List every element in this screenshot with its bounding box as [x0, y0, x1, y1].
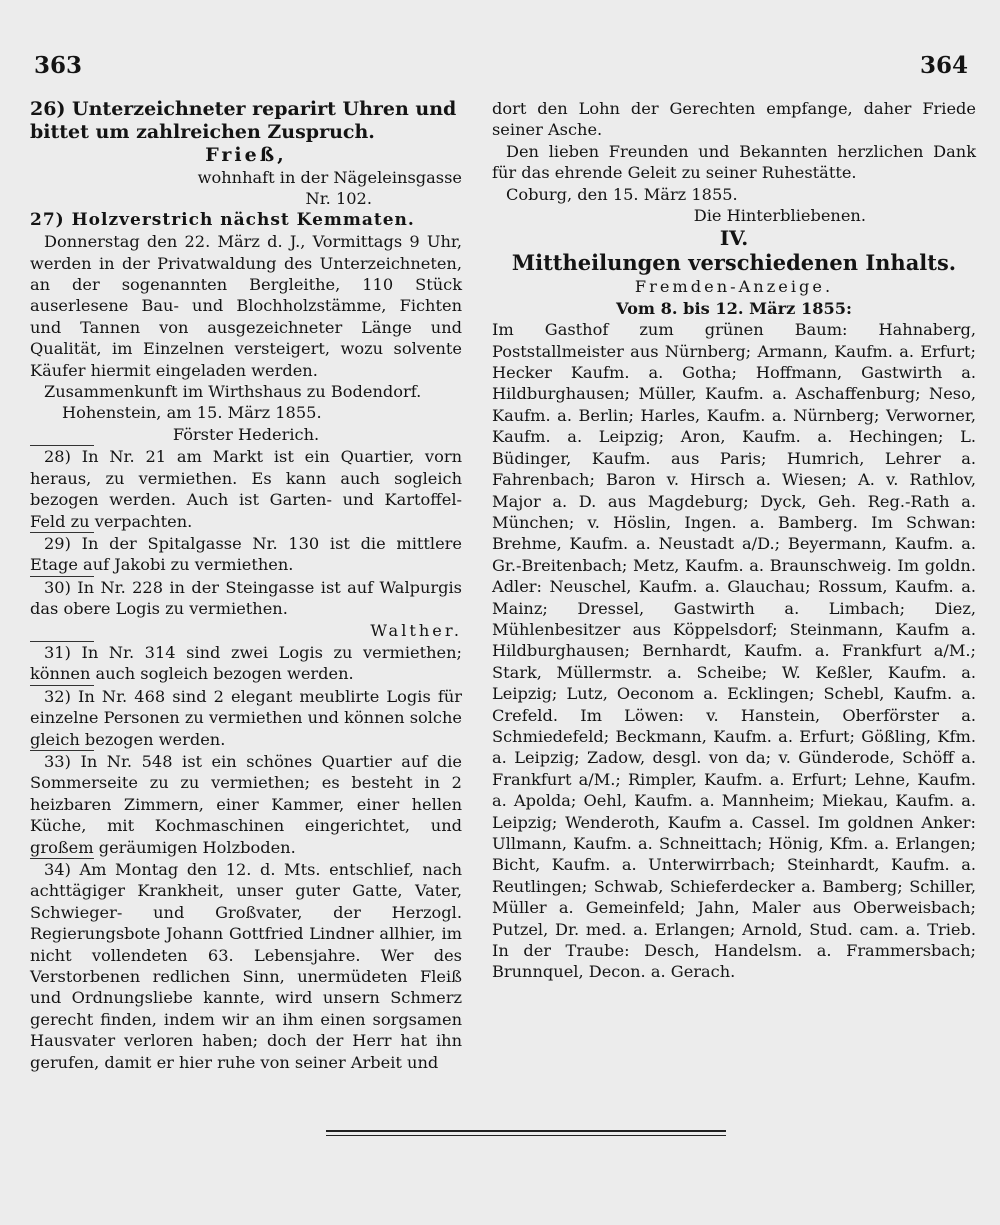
ad-30-signature: Walther.	[370, 620, 462, 640]
left-column	[30, 98, 462, 1073]
ad-30-body: 30) In Nr. 228 in der Steingasse ist auf Walpurgis das obere Logis zu vermiethen.	[30, 577, 462, 619]
ad-28-body: 28) In Nr. 21 am Markt ist ein Quartier, vorn heraus, zu vermiethen. Es kann auch sogleich bezogen werden. Auch ist Garten- und Kartoffel-Feld zu verpachten.	[30, 447, 462, 531]
ad-26-heading: 26) Unterzeichneter reparirt Uhren und bittet um zahlreichen Zuspruch.	[30, 98, 457, 143]
ad-33	[30, 751, 462, 858]
ad-27-signature: Förster Hederich.	[172, 424, 320, 444]
ad-29-body: 29) In der Spitalgasse Nr. 130 ist die mittlere Etage auf Jakobi zu vermiethen.	[30, 533, 462, 575]
ad-29	[30, 533, 462, 576]
ad-26-address: wohnhaft in der Nägeleinsgasse	[197, 168, 462, 187]
subsection-title: Fremden-Anzeige.	[634, 277, 834, 297]
ad-26	[30, 98, 462, 210]
ad-31-body: 31) In Nr. 314 sind zwei Logis zu vermiethen; können auch sogleich bezogen werden.	[30, 642, 462, 684]
ad-30	[30, 577, 462, 641]
ad-28	[30, 446, 462, 532]
guest-list: Im Gasthof zum grünen Baum: Hahnaberg, Poststallmeister aus Nürnberg; Armann, Kaufm. a. Erfurt; Hecker Kaufm. a. Gotha; Hoffmann, Gastwirth a. Hildburghausen; Müller, Kaufm. a. Aschaffenburg; Neso, Kaufm. a. Berlin; Harles, Kaufm. a. Nürnberg; Verworner, Kaufm. a. Leipzig; Aron, Kaufm. a. Hechingen; L. Büdinger, Kaufm. aus Paris; Humrich, Lehrer a. Fahrenbach; Baron v. Hirsch a. Wiesen; A. v. Rathlov, Major a. D. aus Magdeburg; Dyck, Geh. Reg.-Rath a. München; v. Höslin, Ingen. a. Bamberg. Im Schwan: Brehme, Kaufm. a. Neustadt a/D.; Beyermann, Kaufm. a. Gr.-Breitenbach; Metz, Kaufm. a. Braunschweig. Im goldn. Adler: Neuschel, Kaufm. a. Glauchau; Rossum, Kaufm. a. Mainz; Dressel, Gastwirth a. Limbach; Diez, Mühlenbesitzer aus Köppelsdorf; Steinmann, Kaufm a. Hildburghausen; Bernhardt, Kaufm. a. Frankfurt a/M.; Stark, Müllermstr. a. Scheibe; W. Keßler, Kaufm. a. Leipzig; Lutz, Oeconom a. Ecklingen; Schebl, Kaufm. a. Crefeld. Im Löwen: v. Hanstein, Oberförster a. Schmiedefeld; Beckmann, Kaufm. a. Erfurt; Gößling, Kfm. a. Leipzig; Zadow, desgl. von da; v. Günderode, Schöff a. Frankfurt a/M.; Rimpler, Kaufm. a. Erfurt; Lehne, Kaufm. a. Apolda; Oehl, Kaufm. a. Mannheim; Miekau, Kaufm. a. Leipzig; Wenderoth, Kaufm a. Cassel. Im goldnen Anker: Ullmann, Kaufm. a. Schneittach; Hönig, Kfm. a. Erlangen; Bicht, Kaufm. a. Unterwirrbach; Steinhardt, Kaufm. a. Reutlingen; Schwab, Schieferdecker a. Bamberg; Schiller, Müller a. Gemeinfeld; Jahn, Maler aus Oberweisbach; Putzel, Dr. med. a. Erlangen; Arnold, Stud. cam. a. Trieb. In der Traube: Desch, Handelsm. a. Frammersbach; Brunnquel, Decon. a. Gerach.	[492, 320, 976, 982]
ad-33-body: 33) In Nr. 548 ist ein schönes Quartier auf die Sommerseite zu zu vermiethen; es besteht in 2 heizbaren Zimmern, einer Kammer, einer hellen Küche, mit Kochmaschinen eingerichtet, und großem geräumigen Holzboden.	[30, 751, 462, 857]
ad-27	[30, 210, 462, 445]
ad-31	[30, 642, 462, 685]
page-number-right: 364	[919, 52, 968, 79]
ad-32	[30, 686, 462, 750]
ad-27-body: Donnerstag den 22. März d. J., Vormittags 9 Uhr, werden in der Privatwaldung des Unterzeichneten, an der sogenannten Bergleithe, 110 Stück auserlesene Bau- und Blochholzstämme, Fichten und Tannen von ausgezeichneter Länge und Qualität, im Einzelnen versteigert, wozu solvente Käufer hiermit eingeladen werden.	[30, 232, 462, 380]
ad-26-name: Frieß,	[205, 144, 287, 166]
ad-27-meeting: Zusammenkunft im Wirthshaus zu Bodendorf.	[44, 382, 422, 402]
ad-26-number: Nr. 102.	[305, 189, 372, 209]
obituary-dateline: Coburg, den 15. März 1855.	[506, 184, 738, 204]
ad-34	[30, 859, 462, 1073]
section-title: Mittheilungen verschiedenen Inhalts.	[511, 250, 957, 276]
obituary-signature: Die Hinterbliebenen.	[693, 206, 866, 226]
closing-double-rule	[326, 1130, 726, 1136]
obituary-continuation: dort den Lohn der Gerechten empfange, daher Friede seiner Asche.	[492, 99, 976, 140]
right-column	[492, 98, 976, 983]
date-range: Vom 8. bis 12. März 1855:	[616, 298, 852, 318]
section-number: IV.	[719, 226, 749, 251]
ad-34-body: 34) Am Montag den 12. d. Mts. entschlief, nach achttägiger Krankheit, unser guter Gatte, Vater, Schwieger- und Großvater, der Herzogl. Regierungsbote Johann Gottfried Lindner allhier, im nicht vollendeten 63. Lebensjahre. Wer des Verstorbenen redlichen Sinn, unermüdeten Fleiß und Ordnungsliebe kannte, wird unsern Schmerz gerecht finden, indem wir an ihm einen sorgsamen Hausvater verloren haben; doch der Herr hat ihn gerufen, damit er hier ruhe von seiner Arbeit und	[30, 860, 462, 1072]
ad-27-heading: 27) Holzverstrich nächst Kemmaten.	[30, 209, 415, 230]
obituary-thanks: Den lieben Freunden und Bekannten herzlichen Dank für das ehrende Geleit zu seiner Ruhestätte.	[492, 141, 976, 183]
ad-27-dateline: Hohenstein, am 15. März 1855.	[62, 403, 322, 423]
ad-32-body: 32) In Nr. 468 sind 2 elegant meublirte Logis für einzelne Personen zu vermiethen und können solche gleich bezogen werden.	[30, 686, 462, 749]
page-number-left: 363	[34, 52, 83, 79]
